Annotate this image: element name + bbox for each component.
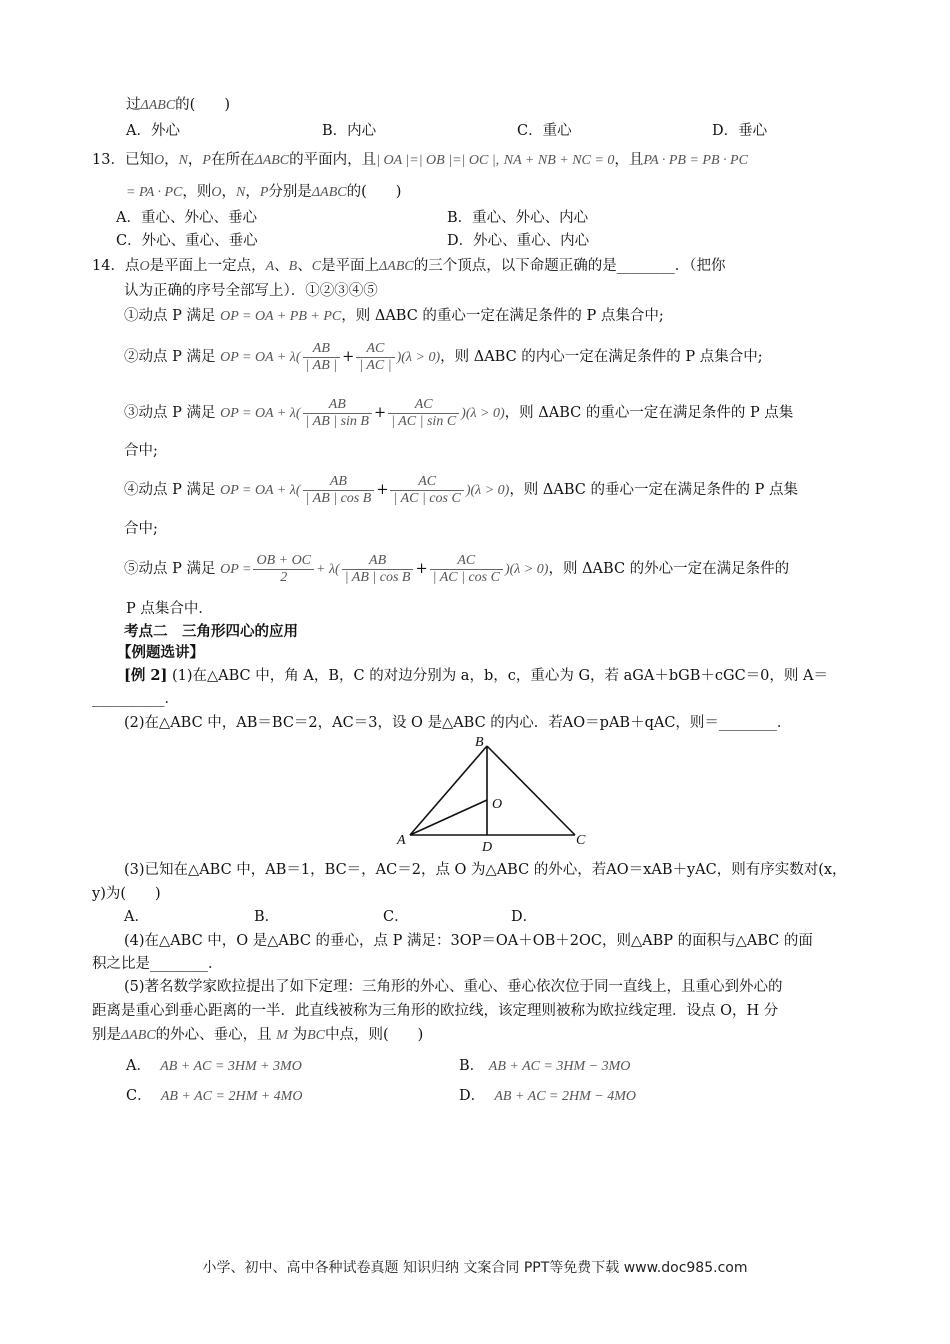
fraction: $\frac{AC}{| AC |}$ [356,341,394,374]
ex2-part3-option-a: A． [124,909,149,925]
ex2-part5-cont1: 距离是重心到垂心距离的一半．此直线被称为三角形的欧拉线，该定理则被称为欧拉线定理．设点 O，H 分 [92,1003,779,1019]
fraction: $\frac{AB}{| AB |}$ [303,341,341,374]
ex2-part1: [例 2] (1)在△ABC 中，角 A，B，C 的对边分别为 a，b，c，重心为 G，若 aGA＋bGB＋cGC＝0，则 A＝ [124,667,828,684]
q14-item-5-cont: P 点集合中． [126,601,213,617]
q13-option-d: D．外心、重心、内心 [447,233,590,249]
ex2-part2: (2)在△ABC 中，AB＝BC＝2，AC＝3，设 O 是△ABC 的内心．若AO＝pAB＋qAC，则＝________． [124,715,792,731]
q14-item-4-cont: 合中; [124,521,158,537]
fraction: $\frac{AB}{\text{| AB | cos B}}$ [303,474,375,507]
section-title: 考点二 三角形四心的应用 [124,623,298,640]
ex2-part5: (5)著名数学家欧拉提出了如下定理：三角形的外心、重心、垂心依次位于同一直线上，且重心到外心的 [124,979,783,995]
q12-option-b: B．内心 [322,123,377,139]
q13-stem: 13．已知O，N，P在所在ΔABC的平面内，且| OA |=| OB |=| OC |, NA + NB + NC = 0，且PA · PB = PB · PC [92,152,748,168]
ex2-part3-option-c: C． [383,909,409,925]
ex2-part4: (4)在△ABC 中，O 是△ABC 的垂心，点 P 满足：3OP＝OA＋OB＋2OC，则△ABP 的面积与△ABC 的面 [124,933,813,949]
q12-option-d: D．垂心 [712,123,768,139]
page-footer: 小学、初中、高中各种试卷真题 知识归纳 文案合同 PPT等免费下载 www.doc985.com [202,1260,748,1276]
ex2-part5-option-b: B． AB + AC = 3HM − 3MO [459,1058,631,1074]
ex2-part5-option-d: D． AB + AC = 2HM − 4MO [459,1088,636,1104]
ex2-part1-cont: __________． [92,691,179,707]
q14-item-1: ①动点 P 满足 OP = OA + PB + PC，则 ΔABC 的重心一定在满足条件的 P 点集合中; [124,308,664,324]
ex2-part4-cont: 积之比是________． [92,956,223,972]
triangle-figure [390,730,600,855]
q13-option-c: C．外心、重心、垂心 [116,233,258,249]
q14-item-2: ②动点 P 满足 OP = OA + λ( $\frac{AB}{| AB |}$ + $\frac{AC}{| AC |}$ )(λ > 0)，则 ΔABC 的内心一定在满足条件的 P 点集合中; [124,340,763,373]
label-b: B [475,735,484,750]
q14-stem-cont: 认为正确的序号全部写上）．①②③④⑤ [124,283,378,299]
ex2-part5-option-c: C． AB + AC = 2HM + 4MO [126,1088,303,1104]
q14-item-3-cont: 合中; [124,443,158,459]
q14-item-4: ④动点 P 满足 OP = OA + λ( $\frac{AB}{\text{| AB | cos B}}$ + $\frac{AC}{\text{| AC | cos C}}$ )(λ > 0)，则 ΔABC 的垂心一定在满足条件的 P 点集 [124,473,798,506]
fraction: $\frac{AB}{\text{| AB | sin B}}$ [303,397,372,430]
label-a: A [397,833,406,848]
fraction: $\frac{OB + OC}{2}$ [253,553,314,586]
q14-item-5: ⑤动点 P 满足 OP = $\frac{OB + OC}{2}$ + λ( $\frac{AB}{\text{| AB | cos B}}$ + $\frac{AC}{\text{| AC | cos C}}$ )(λ > 0)，则 ΔABC 的外心一定在满足条件的 [124,552,790,585]
side-ab [410,746,487,835]
q13-stem-cont: = PA · PC，则O，N，P分别是ΔABC的( ) [126,184,402,200]
segment-ao [410,800,487,835]
ex2-part3-cont: y)为( ) [92,886,161,902]
q13-option-b: B．重心、外心、内心 [447,210,589,226]
ex2-part5-cont2: 别是ΔABC的外心、垂心，且 M 为BC中点，则( ) [92,1027,424,1043]
fraction: $\frac{AC}{\text{| AC | cos C}}$ [430,553,503,586]
label-c: C [576,833,586,848]
label-d: D [482,840,493,855]
side-bc [487,746,575,835]
q12-option-a: A．外心 [126,123,180,139]
q13-option-a: A．重心、外心、垂心 [116,210,257,226]
q14-item-3: ③动点 P 满足 OP = OA + λ( $\frac{AB}{\text{| AB | sin B}}$ + $\frac{AC}{\text{| AC | sin C}}$ )(λ > 0)，则 ΔABC 的重心一定在满足条件的 P 点集 [124,396,794,429]
fraction: $\frac{AB}{\text{| AB | cos B}}$ [342,553,414,586]
section-subtitle: 【例题选讲】 [117,644,204,661]
q12-option-c: C．重心 [517,123,572,139]
fraction: $\frac{AC}{\text{| AC | sin C}}$ [388,397,459,430]
ex2-part3-option-b: B． [254,909,280,925]
ex2-part3: (3)已知在△ABC 中，AB＝1，BC＝，AC＝2，点 O 为△ABC 的外心，若AO＝xAB＋yAC，则有序实数对(x， [124,862,847,878]
ex2-part5-option-a: A． AB + AC = 3HM + 3MO [126,1058,302,1074]
q14-stem: 14．点O是平面上一定点，A、B、C是平面上ΔABC的三个顶点，以下命题正确的是________．（把你 [92,258,726,274]
q12-stem: 过ΔABC的( ) [126,97,230,113]
ex2-part3-option-d: D． [511,909,538,925]
fraction: $\frac{AC}{\text{| AC | cos C}}$ [390,474,463,507]
label-o: O [492,797,503,812]
